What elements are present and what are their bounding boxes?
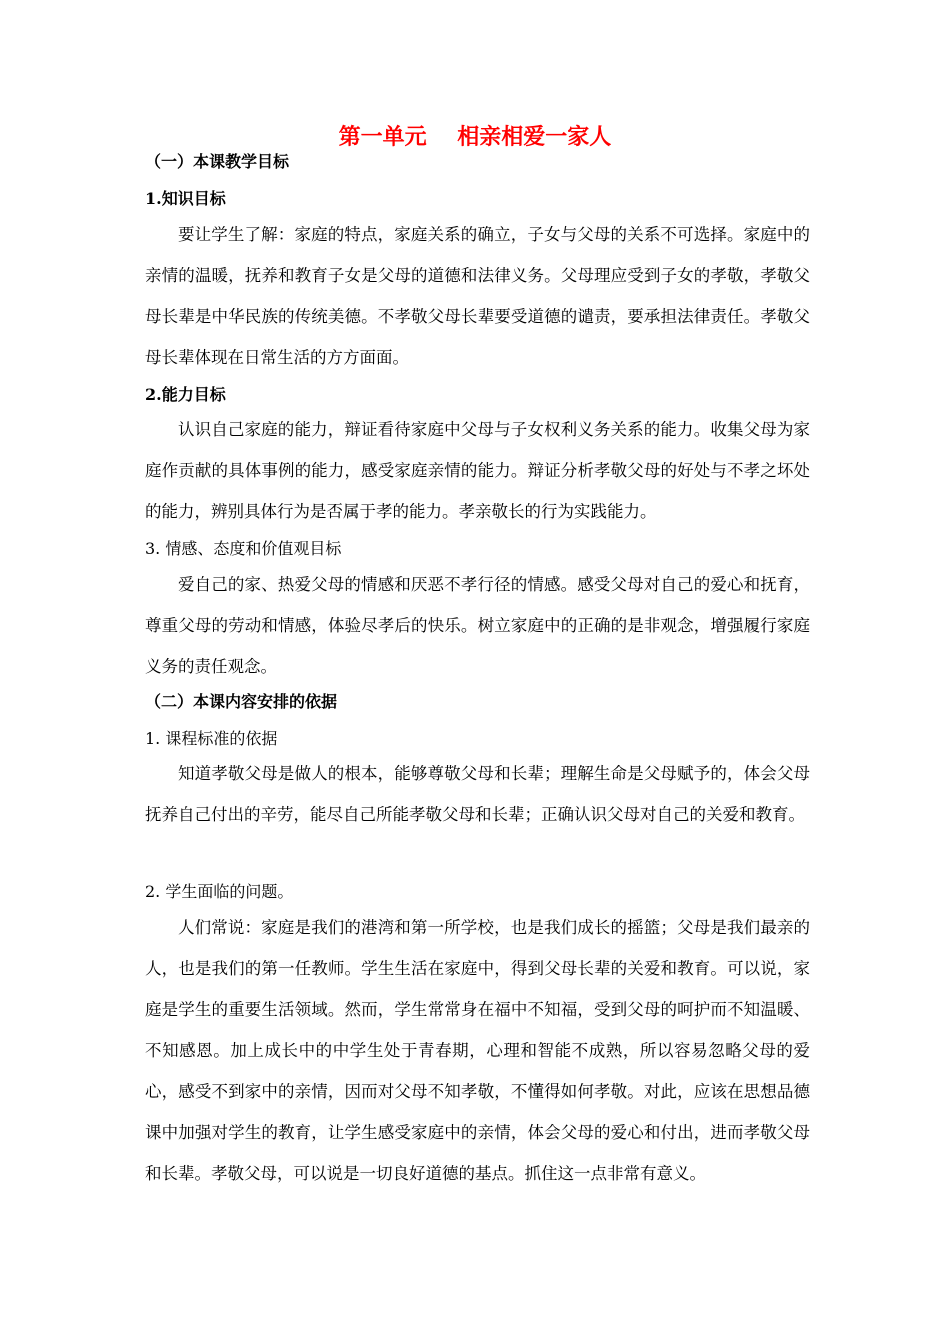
section-heading-basis: （二）本课内容安排的依据 — [145, 692, 338, 711]
subheading-curriculum: 1. 课程标准的依据 — [145, 729, 278, 748]
page-title: 第一单元 相亲相爱一家人 — [338, 124, 612, 150]
subheading-problems: 2. 学生面临的问题。 — [145, 882, 294, 901]
paragraph-curriculum: 知道孝敬父母是做人的根本，能够尊敬父母和长辈；理解生命是父母赋予的，体会父母抚养自己付出的辛劳，能尽自己所能孝敬父母和长辈；正确认识父母对自己的关爱和教育。 — [145, 764, 810, 824]
paragraph-emotion: 爱自己的家、热爱父母的情感和厌恶不孝行径的情感。感受父母对自己的爱心和抚育，尊重父母的劳动和情感，体验尽孝后的快乐。树立家庭中的正确的是非观念，增强履行家庭义务的责任观念。 — [145, 575, 810, 676]
subheading-knowledge: 1.知识目标 — [145, 189, 226, 208]
subheading-emotion: 3. 情感、态度和价值观目标 — [145, 539, 342, 558]
paragraph-ability: 认识自己家庭的能力，辩证看待家庭中父母与子女权利义务关系的能力。收集父母为家庭作贡献的具体事例的能力，感受家庭亲情的能力。辩证分析孝敬父母的好处与不孝之坏处的能力，辨别具体行为是否属于孝的能力。孝亲敬长的行为实践能力。 — [145, 420, 810, 521]
paragraph-knowledge: 要让学生了解：家庭的特点，家庭关系的确立，子女与父母的关系不可选择。家庭中的亲情的温暖，抚养和教育子女是父母的道德和法律义务。父母理应受到子女的孝敬，孝敬父母长辈是中华民族的传统美德。不孝敬父母长辈要受道德的谴责，要承担法律责任。孝敬父母长辈体现在日常生活的方方面面。 — [145, 225, 810, 367]
section-heading-objectives: （一）本课教学目标 — [145, 152, 290, 171]
subheading-ability: 2.能力目标 — [145, 385, 226, 404]
paragraph-problems: 人们常说：家庭是我们的港湾和第一所学校，也是我们成长的摇篮；父母是我们最亲的人，也是我们的第一任教师。学生生活在家庭中，得到父母长辈的关爱和教育。可以说，家庭是学生的重要生活领域。然而，学生常常身在福中不知福，受到父母的呵护而不知温暖、不知感恩。加上成长中的中学生处于青春期，心理和智能不成熟，所以容易忽略父母的爱心，感受不到家中的亲情，因而对父母不知孝敬，不懂得如何孝敬。对此，应该在思想品德课中加强对学生的教育，让学生感受家庭中的亲情，体会父母的爱心和付出，进而孝敬父母和长辈。孝敬父母，可以说是一切良好道德的基点。抓住这一点非常有意义。 — [145, 918, 810, 1183]
